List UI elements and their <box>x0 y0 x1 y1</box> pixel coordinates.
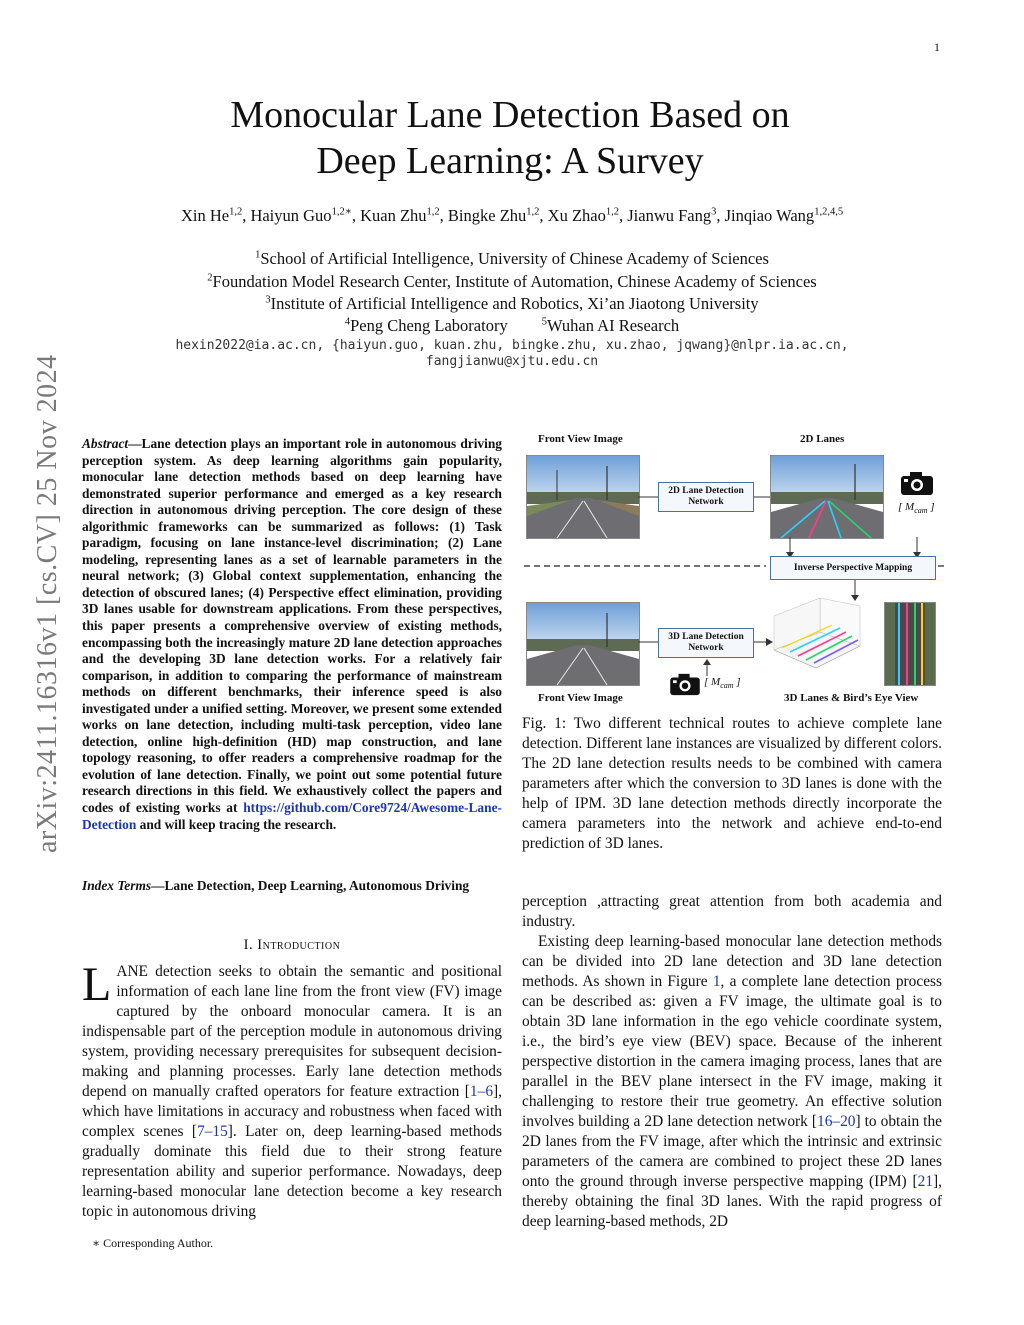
author-affil-sup: 1,2 <box>426 206 440 218</box>
affiliation-4-5 <box>100 316 924 336</box>
intro-text: ANE detection seeks to obtain the semantic and positional information of each lane line from the front view (FV) image captured by the onboard monocular camera. It is an indispensable part of the perception module in autonomous driving system, providing necessary prerequisites for subsequent decision-making and planning processes. Early lane detection methods depend on manually crafted operators for feature extraction [ <box>82 963 502 1100</box>
author-name: Xin He <box>180 206 230 225</box>
fig-label-2d-lanes: 2D Lanes <box>800 433 845 445</box>
index-terms-text: —Lane Detection, Deep Learning, Autonomous Driving <box>151 878 470 893</box>
section-title: Introduction <box>257 937 341 953</box>
section-numeral: I. <box>243 937 254 953</box>
para-text: Existing deep learning-based monocular lane detection methods can be divided into 2D lane detection and 3D lane detection methods. As shown in Figure <box>522 933 942 990</box>
title-line-1: Monocular Lane Detection Based on <box>230 94 790 136</box>
para-text: ], thereby obtaining the final 3D lanes. With the rapid progress of deep learning-based methods, 2D <box>522 1173 942 1230</box>
author-affil-sup: 1,2∗ <box>331 206 352 218</box>
affil-sup: 2 <box>207 272 213 284</box>
affil-text: Foundation Model Research Center, Institute of Automation, Chinese Academy of Sciences <box>212 272 817 291</box>
author-emails: hexin2022@ia.ac.cn, {haiyun.guo, kuan.zhu, bingke.zhu, xu.zhao, jqwang}@nlpr.ia.ac.cn, <box>175 338 849 353</box>
author-name: Jinqiao Wang <box>724 206 815 225</box>
affil-text: Peng Cheng Laboratory <box>350 316 508 335</box>
title-line-2: Deep Learning: A Survey <box>316 140 704 182</box>
camera-params-label-bottom: [ $M_{cam}$ ] <box>704 676 741 691</box>
mcam-symbol: M <box>711 676 721 688</box>
drop-cap: L <box>82 958 112 1011</box>
affil-sup: 3 <box>265 294 271 306</box>
paragraph <box>522 932 942 1232</box>
author-list <box>100 206 924 226</box>
affiliation-3 <box>100 294 924 314</box>
mcam-symbol: M <box>905 501 915 513</box>
affil-text: School of Artificial Intelligence, University of Chinese Academy of Sciences <box>260 249 769 268</box>
author-sep: , <box>716 206 725 225</box>
affil-sup: 1 <box>255 249 261 261</box>
author-affil-sup: 1,2 <box>229 206 243 218</box>
mcam-sub: cam <box>720 681 734 691</box>
author-emails-cont: fangjianwu@xjtu.edu.cn <box>425 354 599 369</box>
author-name: Kuan Zhu <box>360 206 427 225</box>
citation-link[interactable]: 16–20 <box>817 1113 856 1130</box>
2d-lane-detection-network-box: 2D Lane Detection Network <box>658 482 754 512</box>
arrow-to-3d-lanes <box>638 635 778 649</box>
front-view-road-image-bottom <box>526 602 640 686</box>
figure-ref-link[interactable]: 1 <box>712 973 721 990</box>
2d-lanes-road-image <box>770 455 884 539</box>
fig-label-front-view-bottom: Front View Image <box>538 692 623 704</box>
author-name: Haiyun Guo <box>250 206 332 225</box>
camera-icon <box>668 672 702 696</box>
intro-text: ], which have limitations in accuracy and robustness when faced with complex scenes [ <box>82 1083 502 1140</box>
mcam-sub: cam <box>914 506 928 516</box>
author-name: Xu Zhao <box>547 206 606 225</box>
paragraph: perception ,attracting great attention from both academia and industry. <box>522 893 942 930</box>
birds-eye-view-image <box>884 602 936 686</box>
caption-label: Fig. 1: <box>522 715 567 732</box>
abstract-tail: and will keep tracing the research. <box>139 816 337 832</box>
citation-link[interactable]: 1–6 <box>469 1083 494 1100</box>
figure-1 <box>522 430 944 708</box>
author-name: Bingke Zhu <box>447 206 527 225</box>
abstract-text: —Lane detection plays an important role in autonomous driving perception system. As deep learning algorithms gain popularity, monocular lane detection methods based on deep learning have demonstrated superior performance and emerged as a key research direction in autonomous driving perception. The core design of these algorithmic frameworks can be summarized as follows: (1) Task paradigm, focusing on lane instance-level discrimination; (2) Lane modeling, representing lanes as a set of learnable parameters in the neural network; (3) Global context supplementation, enhancing the detection of obscured lanes; (4) Perspective effect elimination, providing 3D lanes usable for downstream applications. From these perspectives, this paper presents a comprehensive overview of existing methods, encompassing both the increasingly mature 2D lane detection approaches and the developing 3D lane detection works. For a relatively fair comparison, in addition to comparing the performance of mainstream methods on different benchmarks, their inference speed is also investigated under a unified setting. Moreover, we present some extended works on lane detection, including multi-task perception, video lane detection, online high-definition (HD) map construction, and lane topology reasoning, to offer readers a comprehensive roadmap for the evolution of lane detection. Finally, we point out some potential future research directions in this field. We exhaustively collect the papers and codes of existing works at <box>82 436 502 816</box>
right-column-body <box>522 892 942 1232</box>
intro-text: ]. Later on, deep learning-based methods gradually dominate this field due to their strong feature representation ability and superior performance. Nowadays, deep learning-based monocular lane detection become a key research topic in autonomous driving <box>82 1123 503 1220</box>
index-terms-label: Index Terms <box>82 878 152 893</box>
para-text: , a complete lane detection process can be described as: given a FV image, the ultimate goal is to obtain 3D lane information in the ego vehicle coordinate system, i.e., the bird’s eye view (BEV) space. Because of the inherent perspective distortion in the camera imaging process, lanes that are parallel in the BEV plane intersect in the FV image, making it challenging to restore their true geometry. An effective solution involves building a 2D lane detection network [ <box>522 973 942 1130</box>
inverse-perspective-mapping-box: Inverse Perspective Mapping <box>770 556 936 580</box>
footnote: ∗ Corresponding Author. <box>92 1236 214 1250</box>
author-sep: , <box>242 206 251 225</box>
paper-title <box>120 92 900 184</box>
affil-sup: 5 <box>541 316 547 328</box>
author-sep: , <box>439 206 448 225</box>
caption-text: Two different technical routes to achieve complete lane detection. Different lane instances are visualized by different colors. The 2D lane detection results needs to be combined with camera parameters after which the conversion to 3D lanes is done with the help of IPM. 3D lane detection methods directly incorporate the camera parameters into the network and achieve end-to-end prediction of 3D lanes. <box>522 715 942 852</box>
author-sep: , <box>539 206 548 225</box>
arxiv-stamp: arXiv:2411.16316v1 [cs.CV] 25 Nov 2024 <box>32 354 63 853</box>
front-view-road-image-top <box>526 455 640 539</box>
author-affil-sup: 1,2,4,5 <box>814 206 844 218</box>
affil-text: Wuhan AI Research <box>546 316 680 335</box>
arrow-camera-to-3d-net <box>700 658 714 676</box>
affil-sup: 4 <box>344 316 351 328</box>
affiliation-1 <box>100 249 924 269</box>
fig-label-3d-lanes-bev: 3D Lanes & Bird’s Eye View <box>784 692 919 704</box>
introduction-body <box>82 958 503 1222</box>
author-affil-sup: 3 <box>711 206 717 218</box>
3d-lanes-plot <box>770 598 862 682</box>
abstract <box>82 436 502 833</box>
author-affil-sup: 1,2 <box>605 206 619 218</box>
author-affil-sup: 1,2 <box>526 206 540 218</box>
figure-1-caption <box>522 714 942 854</box>
page-number: 1 <box>934 40 940 54</box>
citation-link[interactable]: 7–15 <box>197 1123 228 1140</box>
author-name: Jianwu Fang <box>627 206 712 225</box>
para-text: ] to obtain the 2D lanes from the FV image, after which the intrinsic and extrinsic parameters of the camera are combined to project these 2D lanes onto the ground through inverse perspective mapping (IPM) [ <box>522 1113 942 1190</box>
github-link[interactable]: https://github.com/Core9724/Awesome-Lane-Detection <box>82 800 502 832</box>
abstract-label: Abstract <box>82 436 129 451</box>
index-terms <box>82 878 502 895</box>
camera-params-label-top: [ $M_{cam}$ ] <box>898 501 935 516</box>
author-sep: , <box>618 206 628 225</box>
camera-icon <box>900 470 934 496</box>
affil-text: Institute of Artificial Intelligence and Robotics, Xi’an Jiaotong University <box>270 294 759 313</box>
section-heading <box>82 937 502 954</box>
affiliation-2 <box>100 272 924 292</box>
3d-lane-detection-network-box: 3D Lane Detection Network <box>658 628 754 658</box>
fig-label-front-view-top: Front View Image <box>538 433 623 445</box>
citation-link[interactable]: 21 <box>917 1173 934 1190</box>
author-sep: , <box>351 206 361 225</box>
